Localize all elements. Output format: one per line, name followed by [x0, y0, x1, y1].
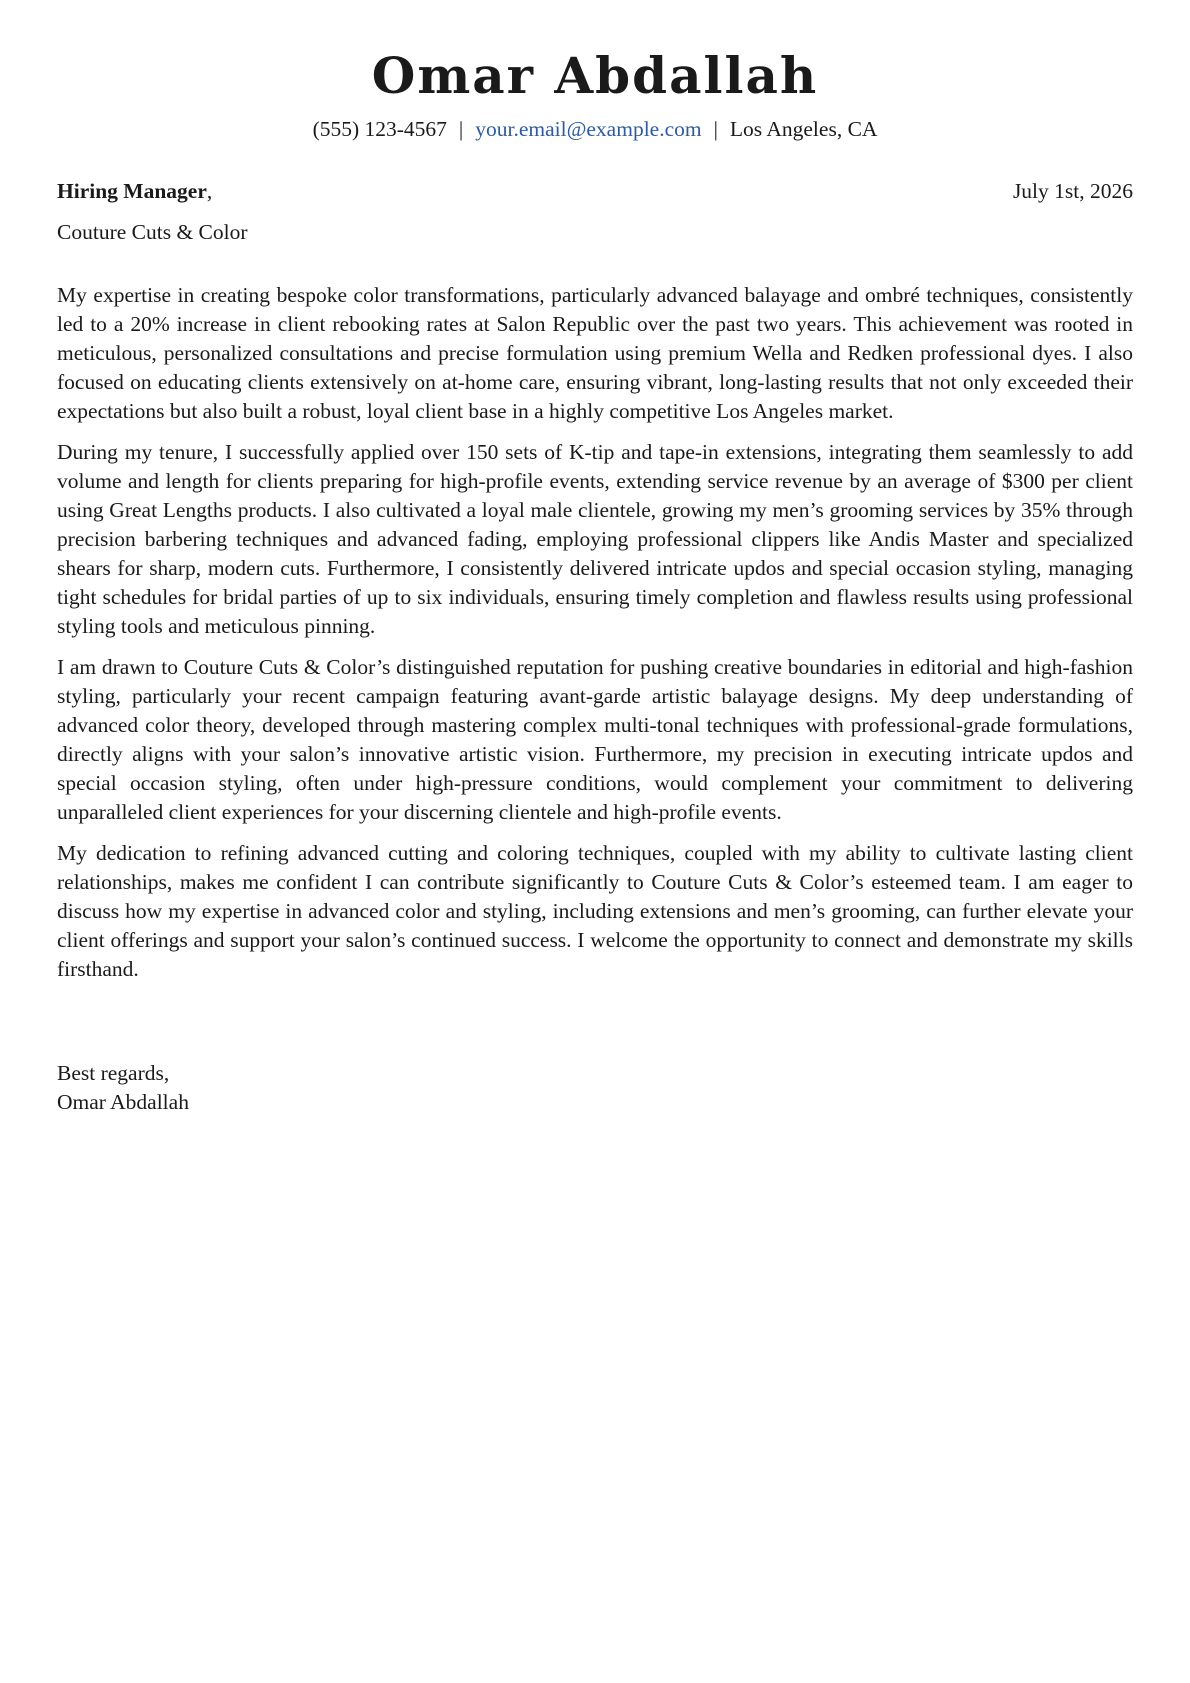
recipient-row [57, 177, 1133, 205]
body-paragraph: My dedication to refining advanced cutting and coloring techniques, coupled with my ability to cultivate lasting client relationships, makes me confident I can contribute significantly to Couture Cuts & Color’s esteemed team. I am eager to discuss how my expertise in advanced color and styling, including extensions and men’s grooming, can further elevate your client offerings and support your salon’s continued success. I welcome the opportunity to connect and demonstrate my skills firsthand. [57, 841, 1133, 981]
contact-line [0, 115, 1190, 143]
salutation-comma: , [206, 179, 213, 203]
company-name: Couture Cuts & Color [57, 220, 248, 244]
signature-name: Omar Abdallah [57, 1090, 189, 1114]
contact-separator: | [713, 117, 718, 141]
letter-body [57, 281, 1133, 996]
applicant-name: Omar Abdallah [371, 46, 819, 105]
location: Los Angeles, CA [729, 117, 878, 141]
salutation [57, 177, 212, 205]
recipient-name: Hiring Manager [57, 179, 207, 203]
body-paragraph: During my tenure, I successfully applied over 150 sets of K-tip and tape-in extensions, integrating them seamlessly to add volume and length for clients preparing for high-profile events, extending service revenue by an average of $300 per client using Great Lengths products. I also cultivated a loyal male clientele, growing my men’s grooming services by 35% through precision barbering techniques and advanced fading, employing professional clippers like Andis Master and specialized shears for sharp, modern cuts. Furthermore, I consistently delivered intricate updos and special occasion styling, managing tight schedules for bridal parties of up to six individuals, ensuring timely completion and flawless results using professional styling tools and meticulous pinning. [57, 440, 1133, 638]
email-link[interactable]: your.email@example.com [475, 117, 702, 141]
closing-block [57, 1059, 189, 1117]
contact-separator: | [458, 117, 464, 141]
valediction: Best regards, [57, 1061, 170, 1085]
phone-number: (555) 123-4567 [312, 117, 447, 141]
letter-date: July 1st, 2026 [1012, 179, 1133, 203]
body-paragraph: I am drawn to Couture Cuts & Color’s distinguished reputation for pushing creative boundaries in editorial and high-fashion styling, particularly your recent campaign featuring avant-garde artistic balayage designs. My deep understanding of advanced color theory, developed through mastering complex multi-tonal techniques with professional-grade formulations, directly aligns with your salon’s innovative artistic vision. Furthermore, my precision in executing intricate updos and special occasion styling, often under high-pressure conditions, would complement your commitment to delivering unparalleled client experiences for your discerning clientele and high-profile events. [57, 655, 1133, 824]
body-paragraph: My expertise in creating bespoke color transformations, particularly advanced balayage and ombré techniques, consistently led to a 20% increase in client rebooking rates at Salon Republic over the past two years. This achievement was rooted in meticulous, personalized consultations and precise formulation using premium Wella and Redken professional dyes. I also focused on educating clients extensively on at-home care, ensuring vibrant, long-lasting results that not only exceeded their expectations but also built a robust, loyal client base in a highly competitive Los Angeles market. [57, 283, 1133, 423]
